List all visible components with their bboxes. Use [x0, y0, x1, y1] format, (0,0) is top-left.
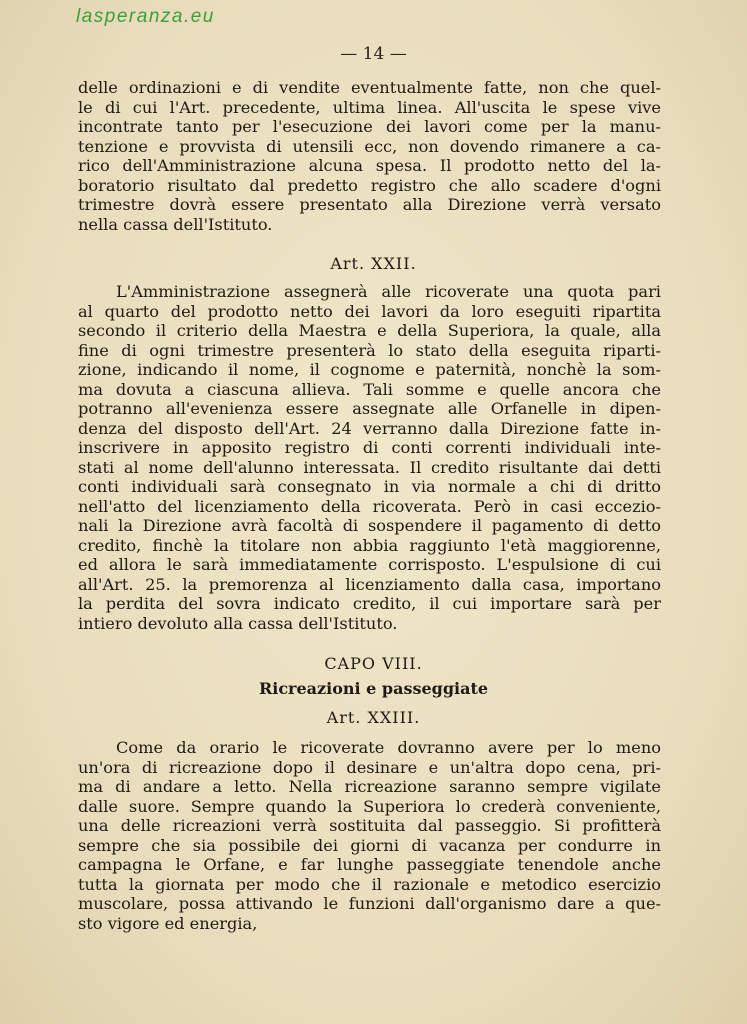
text-line: nali la Direzione avrà facoltà di sospendere il pagamento di detto [78, 516, 661, 535]
text-line: credito, finchè la titolare non abbia raggiunto l'età maggiorenne, [78, 535, 661, 555]
text-line: all'Art. 25. la premorenza al licenziamento dalla casa, importano [78, 574, 661, 594]
text-line: fine di ogni trimestre presenterà lo stato della eseguita riparti- [78, 340, 661, 360]
text-line: zione, indicando il nome, il cognome e paternità, nonchè la som- [78, 360, 661, 379]
text-line: le di cui l'Art. precedente, ultima linea. All'uscita le spese vive [78, 97, 661, 117]
article-heading-xxiii: Art. XXIII. [326, 708, 421, 727]
text-line: secondo il criterio della Maestra e della Superiora, la quale, alla [78, 321, 661, 340]
text-line: nell'atto del licenziamento della ricoverata. Però in casi eccezio- [78, 496, 661, 516]
chapter-subheading: Ricreazioni e passeggiate [258, 679, 489, 698]
watermark-logo: lasperanza.eu [76, 6, 215, 27]
text-line: ed allora le sarà immediatamente corrisposto. L'espulsione di cui [78, 555, 661, 574]
text-line: ma di andare a letto. Nella ricreazione saranno sempre vigilate [78, 777, 661, 796]
text-line: delle ordinazioni e di vendite eventualmente fatte, non che quel- [78, 78, 661, 97]
paragraph-article-xxiii [78, 738, 661, 933]
chapter-heading: CAPO VIII. [324, 654, 423, 673]
text-line: tutta la giornata per modo che il razionale e metodico esercizio [78, 874, 661, 894]
text-line: stati al nome dell'alunno interessata. Il credito risultante dai detti [78, 457, 661, 477]
text-line: campagna le Orfane, e far lunghe passeggiate tenendole anche [78, 855, 661, 874]
text-line: intiero devoluto alla cassa dell'Istituto. [78, 613, 398, 633]
text-line: un'ora di ricreazione dopo il desinare e un'altra dopo cena, pri- [78, 757, 661, 777]
text-line: ma dovuta a ciascuna allieva. Tali somme e quelle ancora che [78, 379, 661, 399]
text-line: potranno all'evenienza essere assegnate alle Orfanelle in dipen- [78, 399, 661, 418]
text-line: trimestre dovrà essere presentato alla Direzione verrà versato [78, 195, 661, 214]
text-line: boratorio risultato dal predetto registro che allo scadere d'ogni [78, 175, 661, 195]
paragraph-continuation [78, 78, 661, 234]
text-line: muscolare, possa attivando le funzioni dall'organismo dare a que- [78, 894, 661, 913]
text-line: sto vigore ed energia, [78, 913, 258, 933]
text-line: nella cassa dell'Istituto. [78, 214, 273, 234]
text-line: incontrate tanto per l'esecuzione dei lavori come per la manu- [78, 117, 661, 136]
text-line: rico dell'Amministrazione alcuna spesa. Il prodotto netto del la- [78, 156, 661, 175]
paragraph-article-xxii [78, 282, 661, 633]
article-heading-xxii: Art. XXII. [330, 254, 417, 273]
text-line: inscrivere in apposito registro di conti correnti individuali inte- [78, 438, 661, 457]
text-line: Come da orario le ricoverate dovranno avere per lo meno [116, 738, 661, 757]
text-line: al quarto del prodotto netto dei lavori da loro eseguiti ripartita [78, 301, 661, 321]
text-line: denza del disposto dell'Art. 24 verranno dalla Direzione fatte in- [78, 418, 661, 438]
text-line: sempre che sia possibile dei giorni di vacanza per condurre in [78, 835, 661, 855]
text-line: la perdita del sovra indicato credito, il cui importare sarà per [78, 594, 661, 613]
page-number: — 14 — [340, 44, 407, 64]
text-line: tenzione e provvista di utensili ecc, non dovendo rimanere a ca- [78, 136, 661, 156]
text-line: L'Amministrazione assegnerà alle ricoverate una quota pari [116, 282, 661, 301]
text-line: una delle ricreazioni verrà sostituita dal passeggio. Si profitterà [78, 816, 661, 835]
text-line: dalle suore. Sempre quando la Superiora lo crederà conveniente, [78, 796, 661, 816]
text-line: conti individuali sarà consegnato in via normale a chi di dritto [78, 477, 661, 496]
